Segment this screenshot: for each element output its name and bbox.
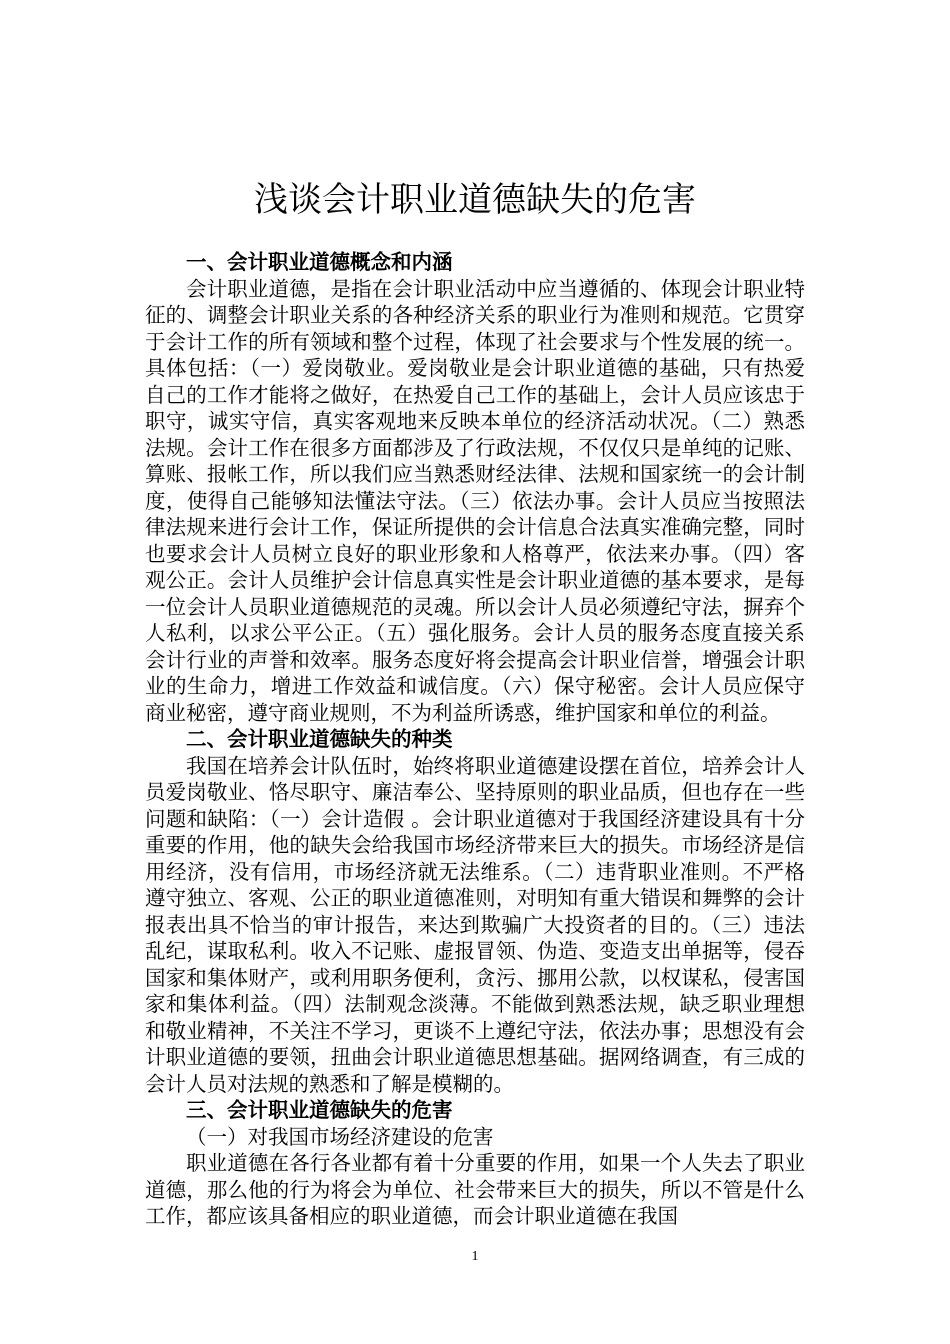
document-body	[145, 249, 805, 1230]
section-1-paragraph: 会计职业道德，是指在会计职业活动中应当遵循的、体现会计职业特征的、调整会计职业关系的各种经济关系的职业行为准则和规范。它贯穿于会计工作的所有领域和整个过程，体现了社会要求与个性发展的统一。具体包括：（一）爱岗敬业。爱岗敬业是会计职业道德的基础，只有热爱自己的工作才能将之做好，在热爱自己工作的基础上，会计人员应该忠于职守，诚实守信，真实客观地来反映本单位的经济活动状况。（二）熟悉法规。会计工作在很多方面都涉及了行政法规，不仅仅只是单纯的记账、算账、报帐工作，所以我们应当熟悉财经法律、法规和国家统一的会计制度，使得自己能够知法懂法守法。（三）依法办事。会计人员应当按照法律法规来进行会计工作，保证所提供的会计信息合法真实准确完整，同时也要求会计人员树立良好的职业形象和人格尊严，依法来办事。（四）客观公正。会计人员维护会计信息真实性是会计职业道德的基本要求，是每一位会计人员职业道德规范的灵魂。所以会计人员必须遵纪守法，摒弃个人私利，以求公平公正。（五）强化服务。会计人员的服务态度直接关系会计行业的声誉和效率。服务态度好将会提高会计职业信誉，增强会计职业的生命力，增进工作效益和诚信度。（六）保守秘密。会计人员应保守商业秘密，遵守商业规则，不为利益所诱惑，维护国家和单位的利益。	[145, 276, 805, 725]
section-heading-2: 二、会计职业道德缺失的种类	[186, 727, 453, 751]
document-title: 浅谈会计职业道德缺失的危害	[254, 180, 696, 220]
section-3-paragraph: 职业道德在各行各业都有着十分重要的作用，如果一个人失去了职业道德，那么他的行为将会为单位、社会带来巨大的损失，所以不管是什么工作，都应该具备相应的职业道德，而会计职业道德在我国	[145, 1151, 805, 1228]
section-heading-1: 一、会计职业道德概念和内涵	[186, 250, 453, 274]
section-heading-3: 三、会计职业道德缺失的危害	[186, 1098, 453, 1122]
section-3-subheading: （一）对我国市场经济建设的危害	[186, 1124, 494, 1149]
section-2-paragraph: 我国在培养会计队伍时，始终将职业道德建设摆在首位，培养会计人员爱岗敬业、恪尽职守、廉洁奉公、坚持原则的职业品质，但也存在一些问题和缺陷：（一）会计造假 。会计职业道德对于我国经济建设具有十分重要的作用，他的缺失会给我国市场经济带来巨大的损失。市场经济是信用经济，没有信用，市场经济就无法维系。（二）违背职业准则。不严格遵守独立、客观、公正的职业道德准则，对明知有重大错误和舞弊的会计报表出具不恰当的审计报告，来达到欺骗广大投资者的目的。（三）违法乱纪，谋取私利。收入不记账、虚报冒领、伪造、变造支出单据等，侵吞国家和集体财产，或利用职务便利，贪污、挪用公款，以权谋私，侵害国家和集体利益。（四）法制观念淡薄。不能做到熟悉法规，缺乏职业理想和敬业精神，不关注不学习，更谈不上遵纪守法，依法办事；思想没有会计职业道德的要领，扭曲会计职业道德思想基础。据网络调查，有三成的会计人员对法规的熟悉和了解是模糊的。	[145, 753, 805, 1096]
page-number: 1	[471, 1249, 479, 1264]
